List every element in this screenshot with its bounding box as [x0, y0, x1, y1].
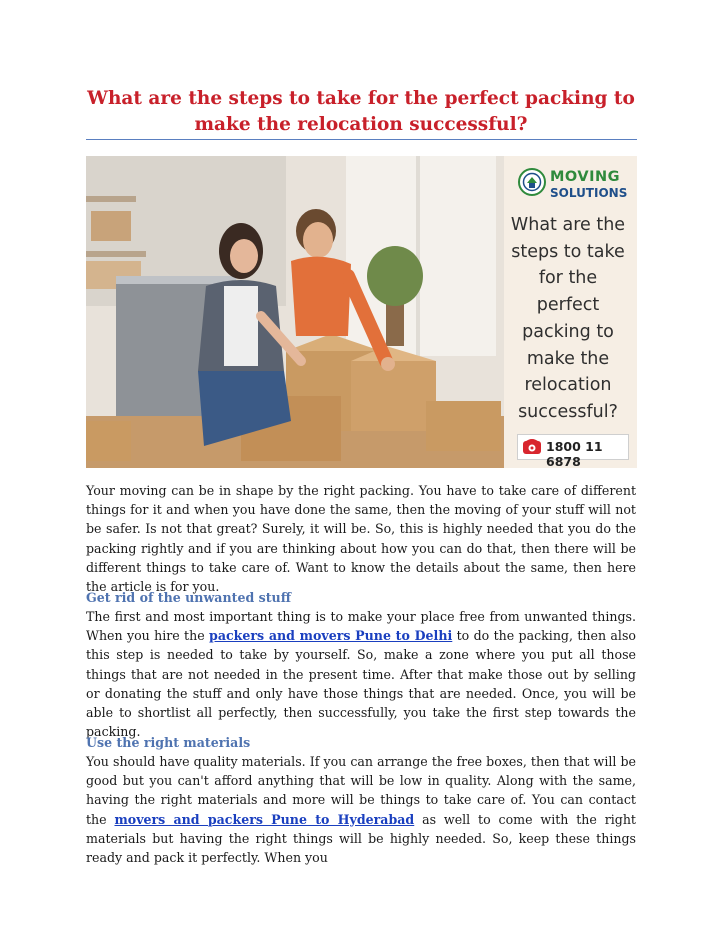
paragraph-text: You should have quality materials. If you can arrange the free boxes, then that will be good but you can't afford anything that will be low in quality. Along with the same, having the right materials and more will be things to take care of. You can contact the [86, 754, 636, 827]
hero-image [86, 156, 637, 468]
paragraph-text: to do the packing, then also this step is needed to take by yourself. So, make a zone where you put all those things that are not needed in the present time. After that make those out by selling or donating the stuff and only have those things that are needed. Once, you will be able to shortlist all perfectly, then successfully, you take the first step towards the packing. [86, 628, 636, 740]
title-divider [86, 139, 637, 140]
section-heading-right-materials: Use the right materials [86, 735, 251, 750]
logo-emblem-icon [518, 168, 546, 196]
hero-headline: What are the steps to take for the perfect packing to make the relocation successful? [510, 215, 626, 422]
phone-number: 1800 11 6878 [546, 439, 603, 468]
logo-text-solutions: SOLUTIONS [550, 186, 628, 200]
section-paragraph-unwanted-stuff [86, 607, 636, 741]
article-title: What are the steps to take for the perfect packing to make the relocation successful? [87, 88, 635, 135]
link-movers-pune-hyderabad[interactable]: movers and packers Pune to Hyderabad [114, 811, 415, 827]
logo-text-moving: MOVING [550, 169, 621, 185]
paragraph-text: The first and most important thing is to make your place free from unwanted things. When you hire the [86, 609, 636, 644]
phone-badge [517, 434, 629, 468]
intro-paragraph: Your moving can be in shape by the right packing. You have to take care of different things for it and when you have done the same, then the moving of your stuff will not be safer. Is not that great? Surely, it will be. So, this is highly needed that you do the packing rightly and if you are thinking about how you can do that, then there will be different things to take care of. Want to know the details about the same, then here the article is for you. [86, 483, 636, 595]
section-paragraph-right-materials [86, 752, 636, 867]
section-heading-unwanted-stuff: Get rid of the unwanted stuff [86, 590, 292, 605]
paragraph-text: as well to come with the right materials but having the right things will be highly needed. So, keep these things ready and pack it perfectly. When you [86, 811, 636, 866]
phone-icon [522, 438, 542, 456]
link-packers-pune-delhi[interactable]: packers and movers Pune to Delhi [209, 628, 453, 644]
